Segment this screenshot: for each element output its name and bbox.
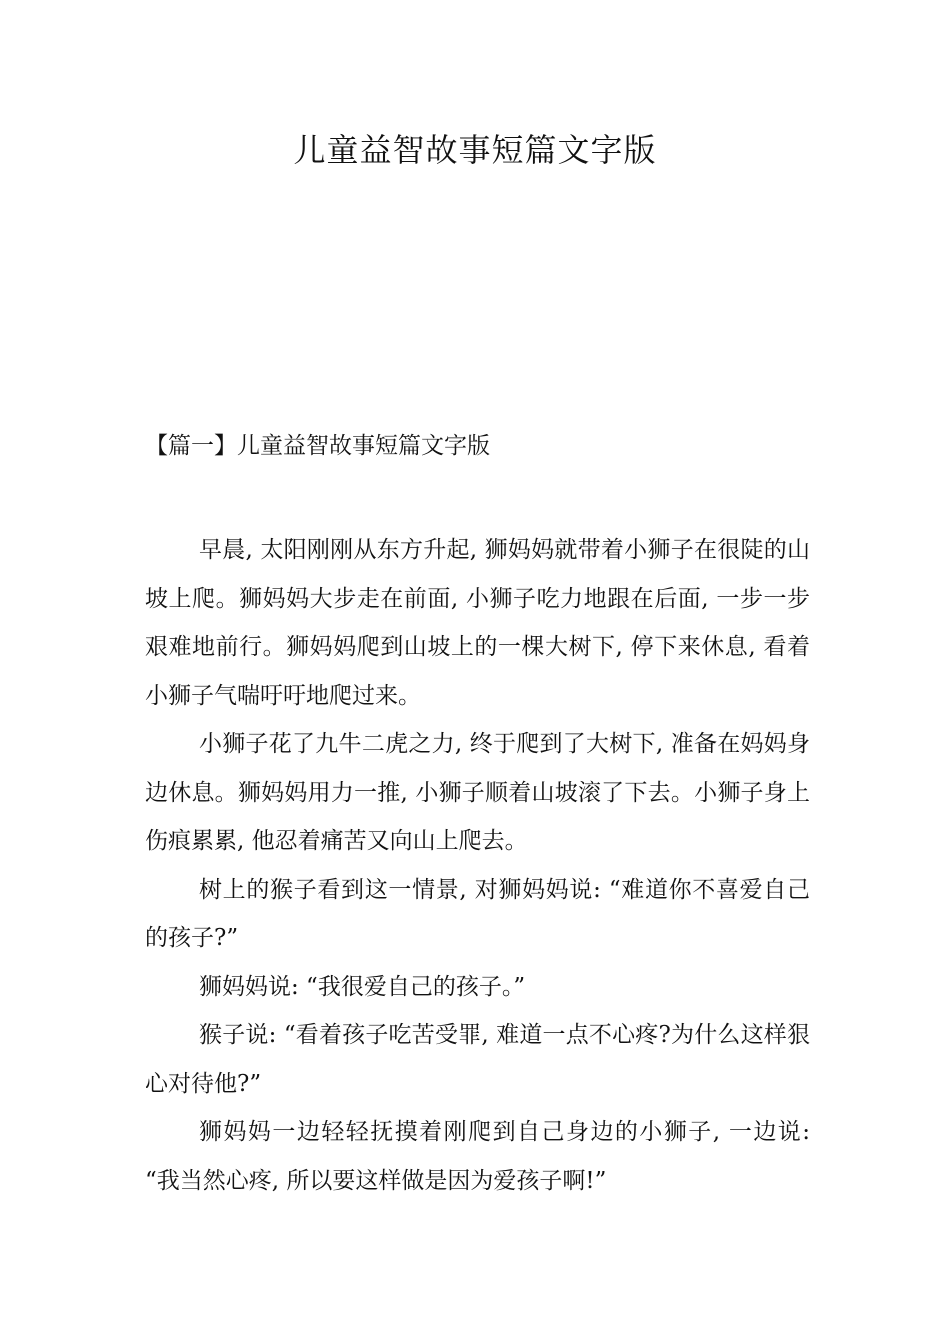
- story-body: [145, 526, 810, 1205]
- document-title: 儿童益智故事短篇文字版: [293, 131, 657, 169]
- story-paragraph-3: 树上的猴子看到这一情景, 对狮妈妈说: “难道你不喜爱自己的孩子?”: [145, 876, 810, 951]
- story-paragraph-2: 小狮子花了九牛二虎之力, 终于爬到了大树下, 准备在妈妈身边休息。狮妈妈用力一推, 小狮子顺着山坡滚了下去。小狮子身上伤痕累累, 他忍着痛苦又向山上爬去。: [145, 731, 810, 854]
- story-paragraph-1: 早晨, 太阳刚刚从东方升起, 狮妈妈就带着小狮子在很陡的山坡上爬。狮妈妈大步走在前面, 小狮子吃力地跟在后面, 一步一步艰难地前行。狮妈妈爬到山坡上的一棵大树下, 停下来休息, 看着小狮子气喘吁吁地爬过来。: [145, 537, 810, 709]
- story-paragraph-6: 狮妈妈一边轻轻抚摸着刚爬到自己身边的小狮子, 一边说: “我当然心疼, 所以要这样做是因为爱孩子啊!”: [145, 1119, 810, 1194]
- story-paragraph-5: 猴子说: “看着孩子吃苦受罪, 难道一点不心疼?为什么这样狠心对待他?”: [145, 1022, 810, 1097]
- story-paragraph-4: 狮妈妈说: “我很爱自己的孩子。”: [199, 973, 526, 1000]
- section-heading: 【篇一】儿童益智故事短篇文字版: [145, 433, 490, 459]
